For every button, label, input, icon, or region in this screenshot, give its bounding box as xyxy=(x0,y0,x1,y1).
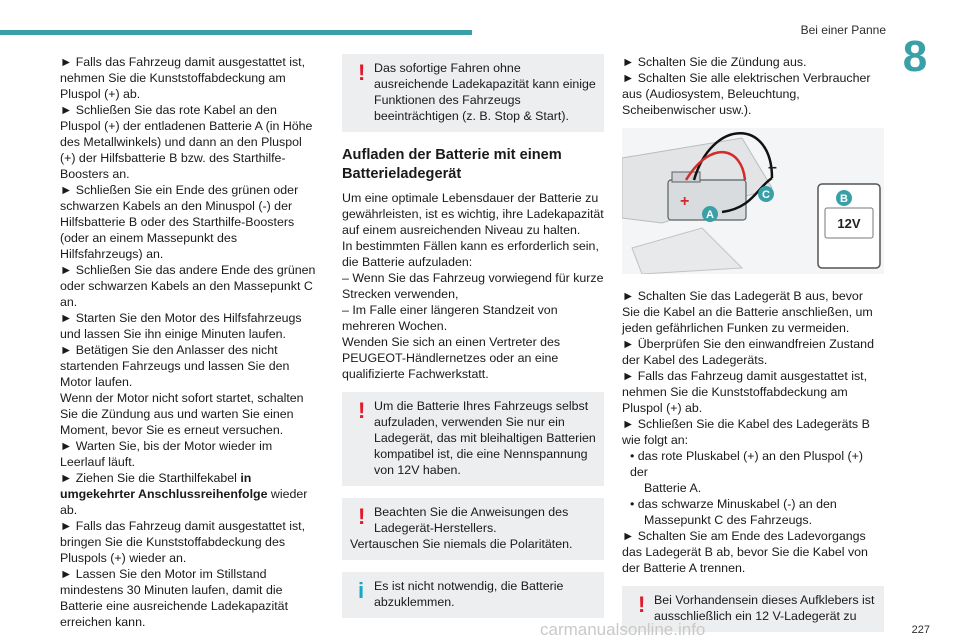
label-c-icon xyxy=(758,186,774,202)
note-text: Das sofortige Fahren ohne ausreichende Ladekapazität kann einige Funktionen des Fahrzeugs beeinträchtigen (z. B. Stop & Start). xyxy=(374,61,596,123)
instruction-step: ► Schließen Sie ein Ende des grünen oder schwarzen Kabels an den Minuspol (-) der Hilfsbatterie B oder des Starthilfe-Boosters (oder an einem Massepunkt des Hilfsfahrzeugs) an. xyxy=(60,183,299,261)
label-c: C xyxy=(762,189,770,201)
label-b-icon xyxy=(836,190,852,206)
instruction-step: ► Falls das Fahrzeug damit ausgestattet ist, nehmen Sie die Kunststoffabdeckung am Pluspol (+) ab. xyxy=(622,369,868,415)
warning-icon: ! xyxy=(358,504,366,529)
body-text: In bestimmten Fällen kann es erforderlich sein, die Batterie aufzuladen: xyxy=(342,239,599,269)
text-prefix: ► Ziehen Sie die Starthilfekabel xyxy=(60,471,241,485)
info-note xyxy=(342,572,604,618)
note-text: Vertauschen Sie niemals die Polaritäten. xyxy=(350,537,573,551)
chapter-number: 8 xyxy=(902,32,928,81)
header-accent-bar xyxy=(0,30,472,35)
note-text: Es ist nicht notwendig, die Batterie abzuklemmen. xyxy=(374,579,564,609)
warning-icon: ! xyxy=(358,398,366,423)
info-icon: i xyxy=(358,578,365,603)
instruction-step: ► Falls das Fahrzeug damit ausgestattet ist, bringen Sie die Kunststoffabdeckung des Pluspols (+) wieder an. xyxy=(60,519,306,565)
instruction-step: ► Warten Sie, bis der Motor wieder im Leerlauf läuft. xyxy=(60,439,273,469)
column-left xyxy=(60,54,318,630)
instruction-step: ► Schalten Sie alle elektrischen Verbraucher aus (Audiosystem, Beleuchtung, Scheibenwischer usw.). xyxy=(622,71,871,117)
instruction-text: Wenn der Motor nicht sofort startet, schalten Sie die Zündung aus und warten Sie einen Moment, bevor Sie es erneut versuchen. xyxy=(60,391,304,437)
label-b: B xyxy=(840,193,848,205)
instruction-step: ► Schalten Sie das Ladegerät B aus, bevor Sie die Kabel an die Batterie anschließen, um jeden gefährlichen Funken zu vermeiden. xyxy=(622,289,873,335)
warning-note xyxy=(342,392,604,486)
instruction-step-reverse xyxy=(60,470,318,518)
instruction-step: ► Lassen Sie den Motor im Stillstand mindestens 30 Minuten laufen, damit die Batterie eine ausreichende Ladekapazität erreichen kann. xyxy=(60,567,289,629)
voltage-label: 12V xyxy=(837,216,861,231)
note-text: Bei Vorhandensein dieses Aufklebers ist ausschließlich ein 12 V-Ladegerät zu xyxy=(654,593,875,623)
instruction-step: ► Schließen Sie das andere Ende des grünen oder schwarzen Kabels an den Massepunkt C an. xyxy=(60,263,316,309)
body-text: – Im Falle einer längeren Standzeit von mehreren Wochen. xyxy=(342,303,558,333)
body-text: Um eine optimale Lebensdauer der Batterie zu gewährleisten, ist es wichtig, ihre Ladekapazität auf einem ausreichenden Niveau zu halten. xyxy=(342,191,604,237)
sub-item-cont: Massepunkt C des Fahrzeugs. xyxy=(644,513,813,527)
note-text: Um die Batterie Ihres Fahrzeugs selbst aufzuladen, verwenden Sie nur ein Ladegerät, das mit bleihaltigen Batterien kompatibel ist, die eine Nennspannung von 12V haben. xyxy=(374,399,596,477)
battery-charger-illustration xyxy=(622,128,884,274)
instruction-step: ► Falls das Fahrzeug damit ausgestattet ist, nehmen Sie die Kunststoffabdeckung am Pluspol (+) ab. xyxy=(60,55,306,101)
text-bold: in umgekehrter Anschlussreihenfolge xyxy=(60,471,268,501)
instruction-step: ► Betätigen Sie den Anlasser des nicht startenden Fahrzeugs und lassen Sie den Motor laufen. xyxy=(60,343,290,389)
instruction-step: ► Schließen Sie die Kabel des Ladegeräts B wie folgt an: xyxy=(622,417,870,447)
section-title: Bei einer Panne xyxy=(800,23,886,37)
column-middle xyxy=(342,54,604,630)
instruction-step: ► Überprüfen Sie den einwandfreien Zustand der Kabel des Ladegeräts. xyxy=(622,337,874,367)
warning-icon: ! xyxy=(358,60,366,85)
body-text: Wenden Sie sich an einen Vertreter des PEUGEOT-Händlernetzes oder an eine qualifizierte Fachwerkstatt. xyxy=(342,335,561,381)
sub-item: • das rote Pluskabel (+) an den Pluspol (+) der xyxy=(630,449,864,479)
minus-sign: – xyxy=(768,159,777,176)
instruction-step: ► Schließen Sie das rote Kabel an den Pluspol (+) der entladenen Batterie A (in Höhe des Metallwinkels) und dann an den Pluspol (+) der Hilfsbatterie B bzw. des Starthilfe-Boosters an. xyxy=(60,103,313,181)
column-right xyxy=(622,54,884,644)
instruction-step: ► Starten Sie den Motor des Hilfsfahrzeugs und lassen Sie ihn einige Minuten laufen. xyxy=(60,311,302,341)
instruction-step: ► Schalten Sie am Ende des Ladevorgangs das Ladegerät B ab, bevor Sie die Kabel von der Batterie A trennen. xyxy=(622,529,868,575)
plus-sign: + xyxy=(680,193,690,210)
text-suffix: wieder ab. xyxy=(60,487,308,517)
instruction-step: ► Schalten Sie die Zündung aus. xyxy=(622,55,807,69)
warning-note xyxy=(342,54,604,132)
body-text: – Wenn Sie das Fahrzeug vorwiegend für kurze Strecken verwenden, xyxy=(342,271,604,301)
sub-item: • das schwarze Minuskabel (-) an den xyxy=(630,497,837,511)
label-a-icon xyxy=(702,206,718,222)
section-heading: Aufladen der Batterie mit einem Batterieladegerät xyxy=(342,147,562,182)
warning-note xyxy=(342,498,604,560)
sub-list xyxy=(622,448,884,528)
note-text: Beachten Sie die Anweisungen des Ladegerät-Herstellers. xyxy=(374,505,569,535)
warning-icon: ! xyxy=(638,592,646,617)
label-a: A xyxy=(706,209,714,221)
watermark: carmanualsonline.info xyxy=(540,620,706,639)
page-number: 227 xyxy=(911,624,930,636)
sub-item-cont: Batterie A. xyxy=(644,481,702,495)
